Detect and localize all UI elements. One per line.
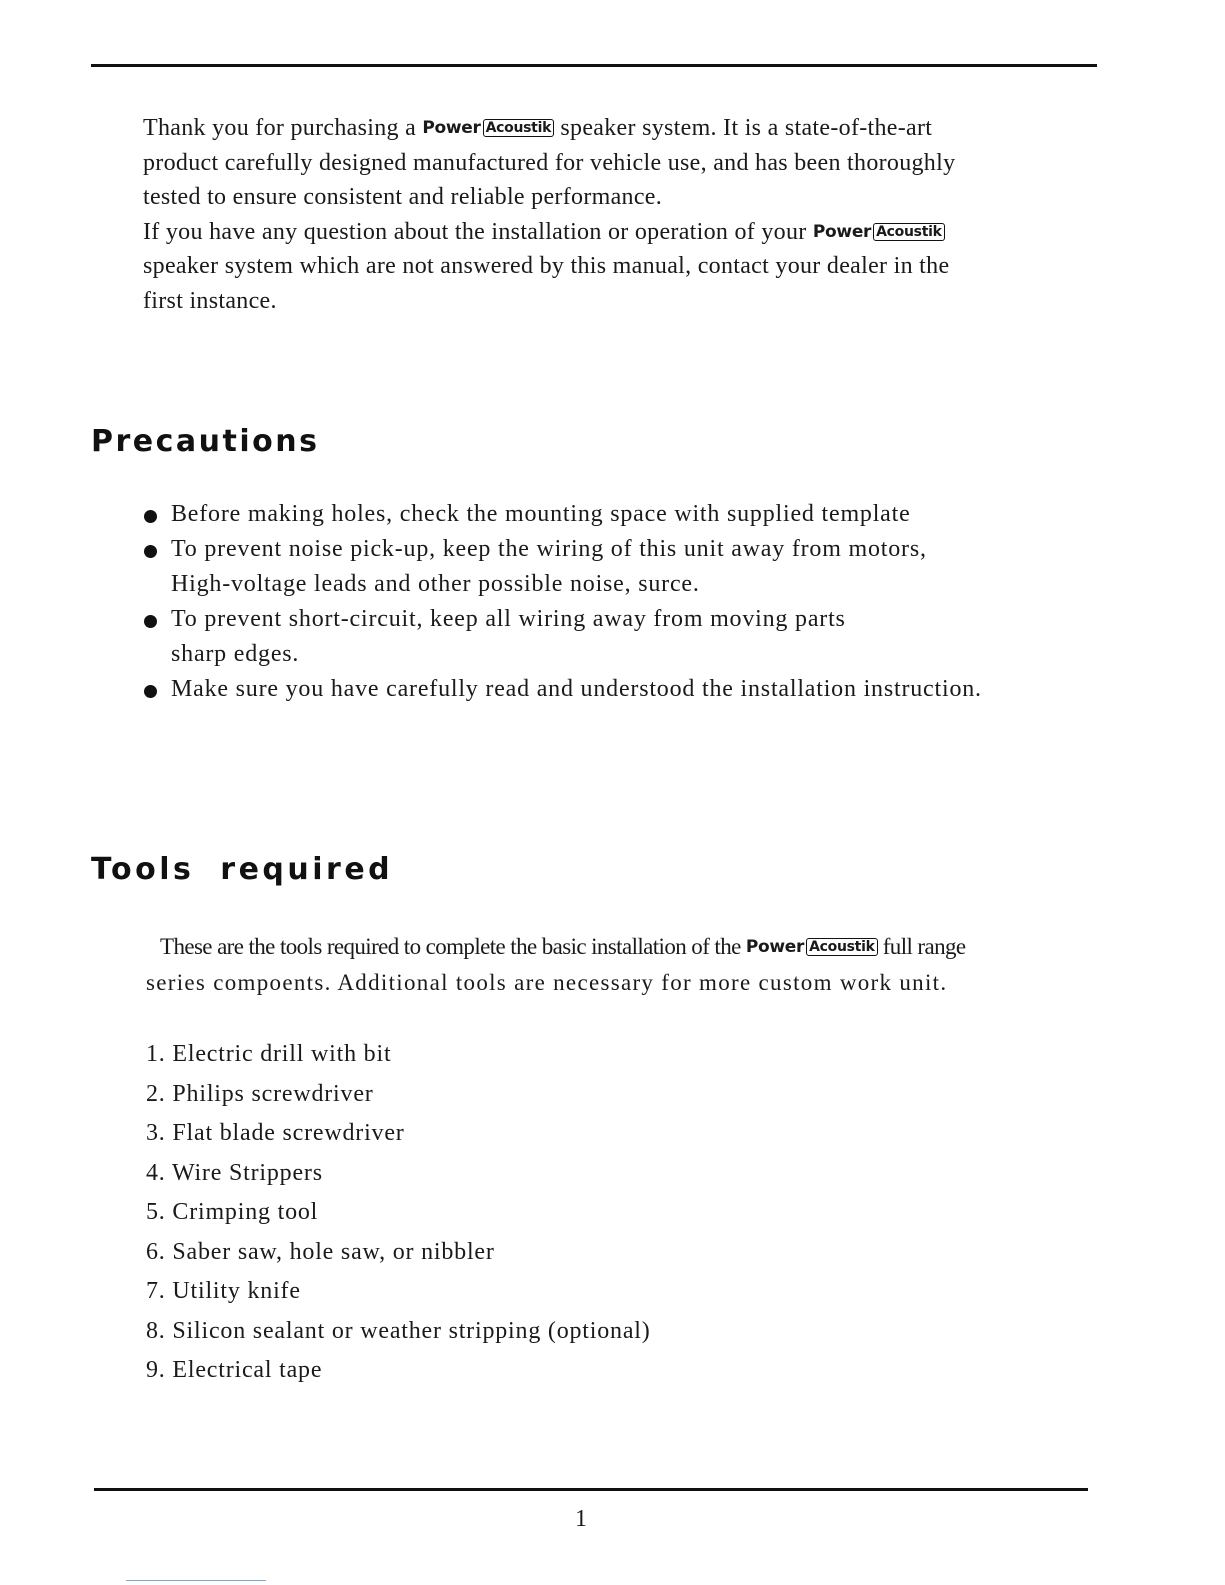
precaution-item [143, 672, 1143, 707]
bottom-rule [94, 1488, 1088, 1491]
precautions-list [143, 497, 1143, 707]
precaution-line: To prevent noise pick-up, keep the wiring of this unit away from motors, [171, 536, 927, 562]
brand-logo: Power Acoustik [746, 929, 878, 965]
tool-item: 8. Silicon sealant or weather stripping (optional) [146, 1317, 651, 1344]
tools-intro-line: series compoents. Additional tools are necessary for more custom work unit. [146, 970, 948, 995]
precaution-item [143, 532, 1143, 602]
tool-item: 2. Philips screwdriver [146, 1080, 374, 1107]
page-number: 1 [575, 1506, 587, 1532]
tool-item: 3. Flat blade screwdriver [146, 1120, 405, 1146]
precaution-line: Before making holes, check the mounting space with supplied template [171, 501, 911, 527]
intro-line: speaker system which are not answered by this manual, contact your dealer in the [143, 253, 950, 279]
tool-item: 7. Utility knife [146, 1278, 301, 1304]
intro-paragraph [143, 111, 1103, 318]
bullet-icon [144, 685, 157, 698]
top-rule [91, 64, 1097, 67]
intro-line: If you have any question about the installation or operation of your Power Acoustik [143, 215, 1103, 250]
precautions-heading: Precautions [91, 424, 320, 459]
intro-line: first instance. [143, 287, 277, 314]
precaution-item [143, 497, 1143, 532]
tool-item: 4. Wire Strippers [146, 1159, 323, 1186]
tools-list [146, 1035, 651, 1391]
tools-intro-line: These are the tools required to complete the basic installation of the Power Acoustik full range [146, 929, 1221, 965]
tool-item: 6. Saber saw, hole saw, or nibbler [146, 1238, 495, 1265]
intro-line: product carefully designed manufactured for vehicle use, and has been thoroughly [143, 149, 956, 176]
bullet-icon [144, 615, 157, 628]
tools-heading: Tools required [91, 852, 394, 887]
precaution-line: Make sure you have carefully read and understood the installation instruction. [171, 676, 982, 702]
intro-line: Thank you for purchasing a Power Acoustik speaker system. It is a state-of-the-art [143, 111, 1103, 146]
tool-item: 9. Electrical tape [146, 1357, 323, 1383]
tool-item: 1. Electric drill with bit [146, 1041, 392, 1067]
precaution-line: To prevent short-circuit, keep all wiring away from moving parts [171, 606, 846, 632]
brand-logo: Power Acoustik [813, 215, 945, 250]
tool-item: 5. Crimping tool [146, 1199, 319, 1225]
precaution-item [143, 602, 1143, 672]
tools-intro-paragraph [146, 929, 1221, 1001]
bullet-icon [144, 510, 157, 523]
selection-underline [126, 1580, 266, 1581]
bullet-icon [144, 545, 157, 558]
precaution-line: High-voltage leads and other possible noise, surce. [171, 571, 700, 597]
precaution-line: sharp edges. [171, 641, 300, 667]
intro-line: tested to ensure consistent and reliable performance. [143, 184, 663, 210]
brand-logo: Power Acoustik [422, 111, 554, 146]
